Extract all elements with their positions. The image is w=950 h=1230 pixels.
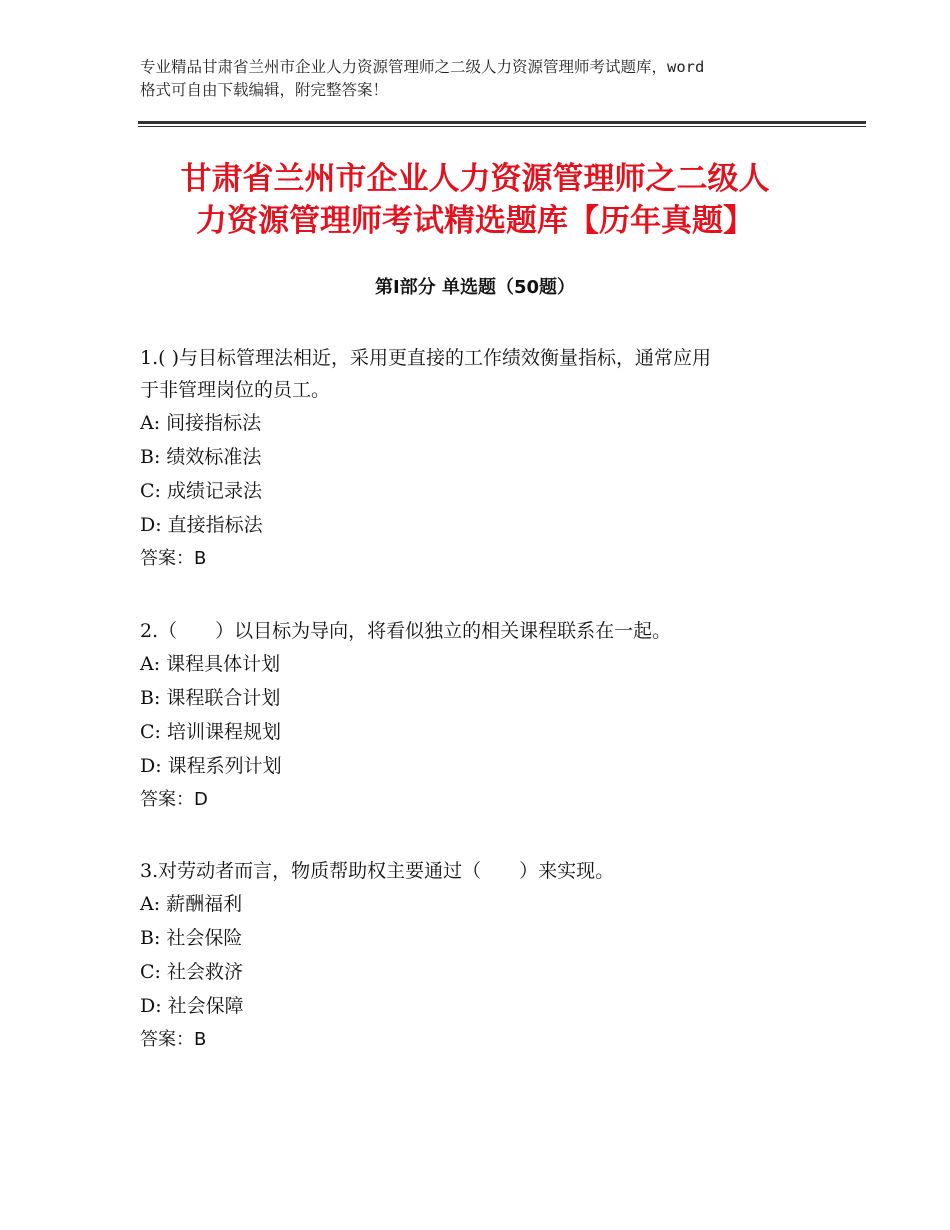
- question-1: [140, 342, 820, 576]
- question-stem-line: 2.（ ）以目标为导向，将看似独立的相关课程联系在一起。: [140, 620, 672, 642]
- title-line: 甘肃省兰州市企业人力资源管理师之二级人: [180, 161, 770, 197]
- option-b: B: 绩效标准法: [140, 446, 262, 468]
- question-stem-line: 3.对劳动者而言，物质帮助权主要通过（ ）来实现。: [140, 860, 615, 882]
- answer-label: 答案：D: [140, 789, 208, 810]
- question-3: [140, 855, 820, 1057]
- option-c: C: 社会救济: [140, 961, 243, 983]
- document-title: [100, 158, 850, 242]
- header-note-line: 格式可自由下载编辑，附完整答案！: [140, 81, 389, 99]
- question-stem: [140, 855, 820, 887]
- option-d: D: 课程系列计划: [140, 755, 282, 777]
- header-note: [140, 56, 830, 102]
- question-stem-line: 1.( )与目标管理法相近，采用更直接的工作绩效衡量指标，通常应用: [140, 347, 711, 369]
- question-stem-line: 于非管理岗位的员工。: [140, 379, 331, 401]
- answer-label: 答案：B: [140, 1029, 207, 1050]
- header-note-line: 专业精品甘肃省兰州市企业人力资源管理师之二级人力资源管理师考试题库，word: [140, 58, 705, 76]
- option-b: B: 课程联合计划: [140, 687, 281, 709]
- header-divider-thick: [138, 121, 866, 124]
- answer-label: 答案：B: [140, 548, 207, 569]
- option-a: A: 薪酬福利: [140, 893, 243, 915]
- question-2: [140, 615, 820, 817]
- option-b: B: 社会保险: [140, 927, 243, 949]
- option-d: D: 直接指标法: [140, 514, 263, 536]
- option-a: A: 间接指标法: [140, 412, 262, 434]
- option-c: C: 成绩记录法: [140, 480, 262, 502]
- option-a: A: 课程具体计划: [140, 653, 281, 675]
- title-line: 力资源管理师考试精选题库【历年真题】: [196, 203, 754, 239]
- question-stem: [140, 615, 820, 647]
- header-divider-thin: [138, 126, 866, 127]
- question-stem: [140, 342, 820, 406]
- section-heading: 第Ⅰ部分 单选题（50题）: [374, 277, 575, 298]
- option-d: D: 社会保障: [140, 995, 244, 1017]
- option-c: C: 培训课程规划: [140, 721, 281, 743]
